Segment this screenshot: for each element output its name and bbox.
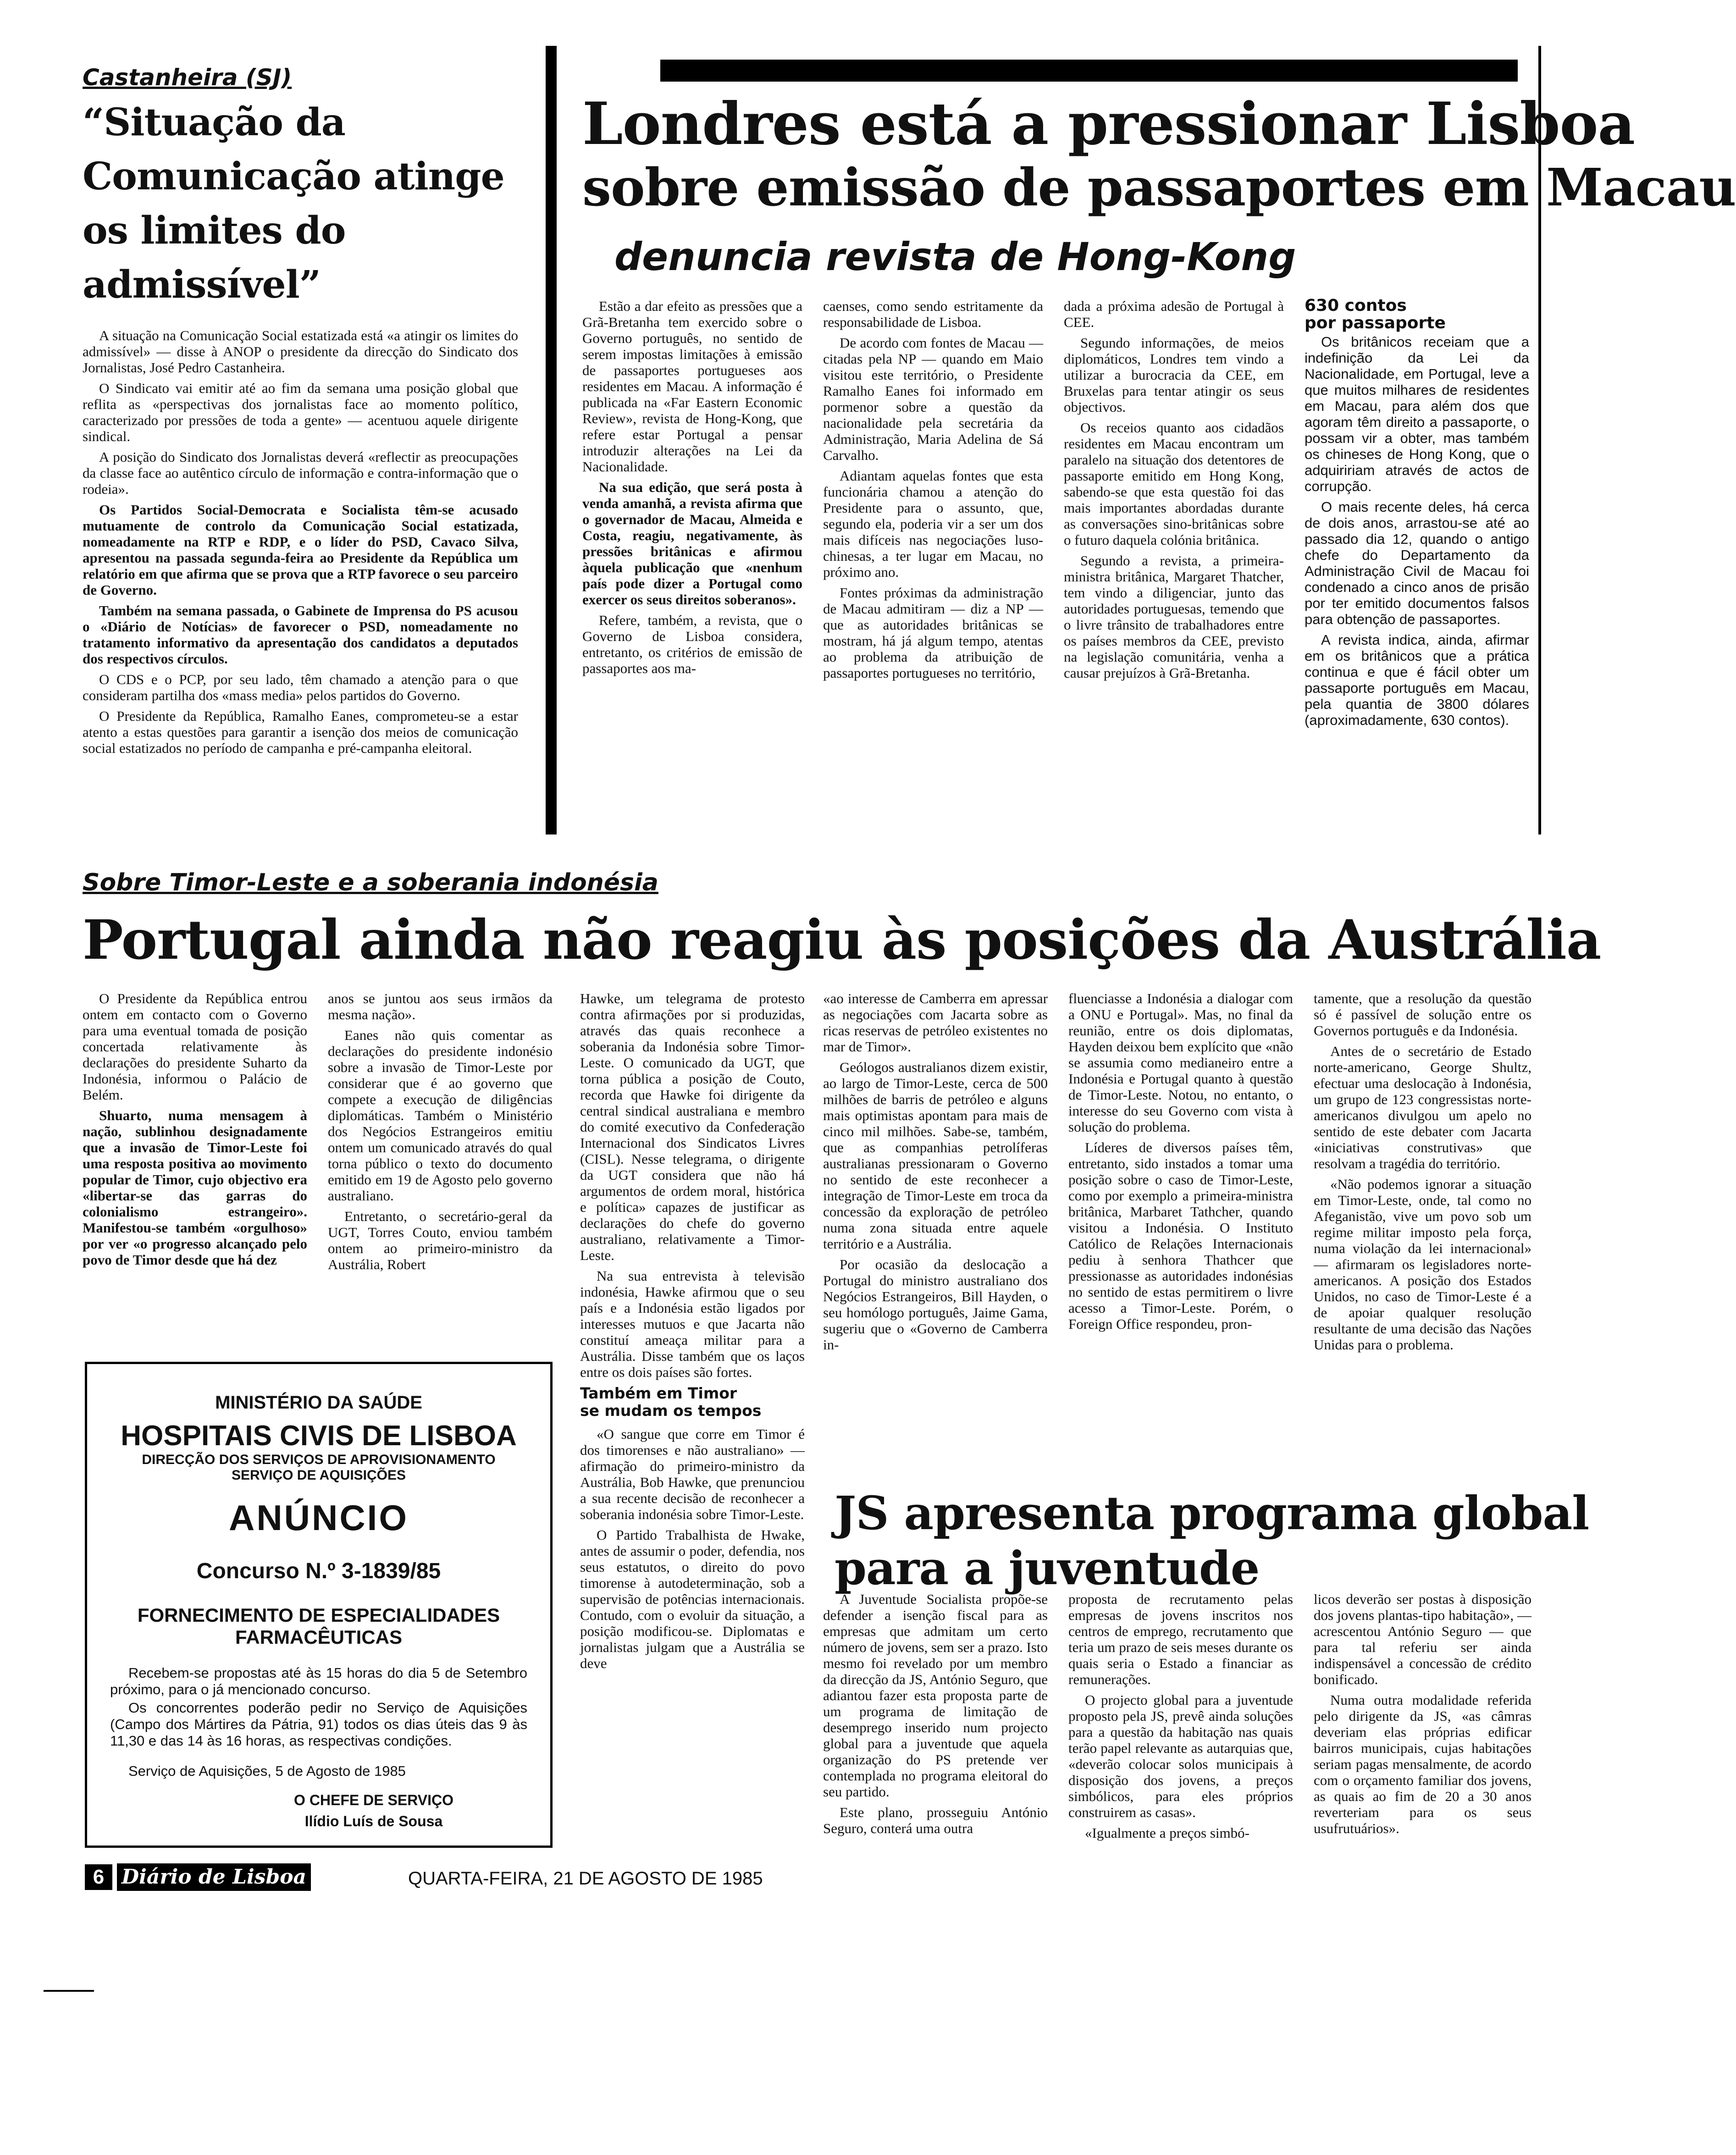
londres-col-1: [582, 298, 802, 681]
paragraph: Na sua entrevista à televisão indonésia, Hawke afirmou que o seu país e a Indonésia estão ligados por interesses mutuos e que Jacarta não constituí ameaça militar para a Austrália. Disse também que os laços entre os dois países são fortes.: [580, 1268, 805, 1380]
paragraph: Os receios quanto aos cidadãos residentes em Macau encontram um paralelo na situação dos detentores de passaporte emitido em Hong Kong, sabendo-se que esta questão foi das mais importantes abordadas durante as conversações sino-britânicas sobre o futuro daquela colónia britânica.: [1064, 420, 1284, 548]
paragraph: Também na semana passada, o Gabinete de Imprensa do PS acusou o «Diário de Notícias» de favorecer o PSD, nomeadamente no tratamento informativo da apresentação dos candidatos a deputados dos respectivos círculos.: [83, 602, 518, 667]
paragraph: Refere, também, a revista, que o Governo de Lisboa considera, entretanto, os critérios de emissão de passaportes aos ma-: [582, 612, 802, 676]
paragraph: Geólogos australianos dizem existir, ao largo de Timor-Leste, cerca de 500 milhões de barris de petróleo e alguns mais optimistas apontam para mais de cinco mil milhões. Sabe-se, também, que as companhias petrolíferas australianas pressionaram o Governo no sentido de este reconhecer a integração de Timor-Leste em troca da concessão da exploração de petróleo numa zona situada entre aquele território e a Austrália.: [823, 1059, 1048, 1252]
paragraph: A situação na Comunicação Social estatizada está «a atingir os limites do admissível» — disse à ANOP o presidente da direcção do Sindicato dos Jornalistas, José Pedro Castanheira.: [83, 327, 518, 376]
paragraph: «Igualmente a preços simbó-: [1085, 1825, 1249, 1841]
js-headline-1: JS apresenta programa global: [835, 1486, 1589, 1540]
paragraph: Líderes de diversos países têm, entretanto, sido instados a tomar uma posição sobre o caso de Timor-Leste, como por exemplo a primeira-ministra britânica, Marbaret Tathcher, quando visitou a Indonésia. O Instituto Católico de Relações Internacionais pediu à senhora Thathcer que pressionasse as autoridades indonésias no sentido de estas permitirem o livre acesso a Timor-Leste. Porém, o Foreign Office respondeu, pron-: [1068, 1139, 1293, 1332]
newspaper-name: Diário de Lisboa: [117, 1863, 311, 1891]
paragraph: O CDS e o PCP, por seu lado, têm chamado a atenção para o que consideram partilha dos «mass media» pelos partidos do Governo.: [83, 671, 518, 703]
paragraph: A Juventude Socialista propõe-se defender a isenção fiscal para as empresas que admitam um certo número de jovens, sem ser a prazo. Isto mesmo foi revelado por um membro da direcção da JS, António Seguro, que adiantou fazer esta proposta parte de um programa de limitação de desemprego inserido num projecto global para a juventude que aquela organização do PS pretende ver contemplada no programa eleitoral do seu partido.: [823, 1591, 1048, 1800]
ad-supply: FORNECIMENTO DE ESPECIALIDADES: [137, 1604, 500, 1626]
londres-headline-1: Londres está a pressionar Lisboa: [582, 90, 1635, 158]
ad-org: HOSPITAIS CIVIS DE LISBOA: [121, 1420, 517, 1452]
paragraph: O Sindicato vai emitir até ao fim da semana uma posição global que reflita as «perspectivas dos jornalistas face ao momento político, caracterizado por pressões de toda a gente» — acentuou aquele dirigente sindical.: [83, 380, 518, 444]
paragraph: O Partido Trabalhista de Hwake, antes de assumir o poder, defendia, nos seus estatutos, o direito do povo timorense à autodeterminação, sob a supervisão de potências internacionais. Contudo, com o evoluir da situação, a posição modificou-se. Diplomatas e jornalistas julgam que a Austrália se deve: [580, 1527, 805, 1671]
timor-col-6: [1314, 990, 1531, 1357]
paragraph: De acordo com fontes de Macau —citadas pela NP — quando em Maio visitou este território, o Presidente Ramalho Eanes foi informado em pormenor sobre a questão da nacionalidade pela secretária da Administração, Maria Adelina de Sá Carvalho.: [823, 335, 1043, 463]
timor-headline: Portugal ainda não reagiu às posições da Austrália: [83, 908, 1601, 972]
paragraph: dada a próxima adesão de Portugal à CEE.: [1064, 298, 1284, 330]
ad-signer-name: Ilídio Luís de Sousa: [304, 1813, 443, 1829]
paragraph: Entretanto, o secretário-geral da UGT, Torres Couto, enviou também ontem ao primeiro-ministro da Austrália, Robert: [328, 1208, 553, 1272]
paragraph: proposta de recrutamento pelas empresas de jovens inscritos nos centros de emprego, recrutamento que teria um prazo de seis meses durante os quais seria o Estado a financiar as remunerações.: [1068, 1591, 1293, 1687]
js-col-1: [823, 1591, 1048, 1841]
paragraph: A revista indica, ainda, afirmar em os britânicos que a prática continua e que é fácil obter um passaporte português em Macau, pela quantia de 3800 dólares (aproximadamente, 630 contos).: [1305, 632, 1529, 728]
paragraph: O projecto global para a juventude proposto pela JS, prevê ainda soluções para a questão da habitação nas quais terão papel relevante as autarquias que, «deverão colocar solos municipais à disposição dos jovens, a preços simbólicos, para eles próprios construirem as casas».: [1068, 1692, 1293, 1820]
paragraph: Segundo a revista, a primeira-ministra britânica, Margaret Thatcher, tem vindo a diligenciar, junto das autoridades portuguesas, temendo que o livre trânsito de trabalhadores entre os países membros da CEE, previsto na legislação comunitária, venha a causar prejuízos à Grã-Bretanha.: [1064, 553, 1284, 681]
paragraph: anos se juntou aos seus irmãos da mesma nação».: [328, 990, 553, 1022]
paragraph: Na sua edição, que será posta à venda amanhã, a revista afirma que o governador de Macau, Almeida e Costa, reagiu, negativamente, às pressões britânicas e afirmou àquela publicação que «nenhum país pode dizer a Portugal como exercer os seus direitos soberanos».: [582, 479, 802, 608]
paragraph: O Presidente da República, Ramalho Eanes, comprometeu-se a estar atento a estas questões para garantir a isenção dos meios de comunicação social estatizados no período de campanha e pré-campanha eleitoral.: [83, 708, 518, 756]
paragraph: fluenciasse a Indonésia a dialogar com a ONU e Portugal». Mas, no final da reunião, entre os dois diplomatas, Hayden deixou bem explícito que «não se assumia como medianeiro entre a Indonésia e Portugal quanto à questão de Timor-Leste. Notou, no entanto, o interesse do seu Governo com vista à solução do problema.: [1068, 990, 1293, 1135]
paragraph: Fontes próximas da administração de Macau admitiram — diz a NP — que as autoridades britânicas se mostram, há já algum tempo, atentas ao problema da atribuição de passaportes portugueses no território,: [823, 585, 1043, 681]
castanheira-article: [83, 64, 541, 761]
paragraph: Antes de o secretário de Estado norte-americano, George Shultz, efectuar uma deslocação à Indonésia, um grupo de 123 congressistas norte-americanos divulgou um apelo no sentido de este debater com Jacarta «iniciativas construtivas» que resolvam a tragédia do território.: [1314, 1043, 1531, 1171]
paragraph: Os Partidos Social-Democrata e Socialista têm-se acusado mutuamente de controlo da Comunicação Social estatizada, nomeadamente na RTP e RDP, e o líder do PSD, Cavaco Silva, apresentou na passada segunda-feira ao Presidente da República um relatório em que afirma que se prova que a RTP favorece o seu parceiro de Governo.: [83, 502, 518, 598]
js-headline-2: para a juventude: [835, 1541, 1260, 1595]
timor-col-2: [328, 990, 553, 1277]
paragraph: Hawke, um telegrama de protesto contra afirmações por si produzidas, através das quais reconhece a soberania da Indonésia sobre Timor-Leste. O comunicado da UGT, que torna pública a posição de Couto, recorda que Hawke foi dirigente da central sindical australiana e membro do comité executivo da Confederação Internacional dos Sindicatos Livres (CISL). Nesse telegrama, o dirigente da UGT considera que não há argumentos de ordem moral, histórica e política» capazes de justificar as declarações do chefe do governo australiano, relativamente a Timor-Leste.: [580, 990, 805, 1263]
paragraph: Segundo informações, de meios diplomáticos, Londres tem vindo a utilizar a burocracia da CEE, em Bruxelas para tentar atingir os seus objectivos.: [1064, 335, 1284, 415]
paragraph: Por ocasião da deslocação a Portugal do ministro australiano dos Negócios Estrangeiros, Bill Hayden, o seu homólogo português, Jaime Gama, sugeriu que o «Governo de Camberra in-: [823, 1256, 1048, 1353]
vertical-rule: [546, 46, 557, 834]
londres-col-3: [1064, 298, 1284, 685]
castanheira-body: [83, 327, 518, 756]
paragraph: Estão a dar efeito as pressões que a Grã-Bretanha tem exercido sobre o Governo português, no sentido de serem impostas limitações à emissão de passaportes portugueses aos residentes em Macau. A informação é publicada na «Far Eastern Economic Review», revista de Hong-Kong, que refere estar Portugal a pensar introduzir alterações na Lei da Nacionalidade.: [582, 298, 802, 475]
paragraph: Adiantam aquelas fontes que esta funcionária chamou a atenção do Presidente para o assunto, que, segundo ela, poderia vir a ser um dos mais difíceis nas negociações luso-chinesas, a ter lugar em Macau, no próximo ano.: [823, 468, 1043, 580]
ad-date: Serviço de Aquisições, 5 de Agosto de 1985: [128, 1763, 406, 1779]
londres-col-2: [823, 298, 1043, 685]
timor-col-3: [580, 990, 805, 1676]
ad-dept: SERVIÇO DE AQUISIÇÕES: [231, 1468, 406, 1483]
ad-signer-title: O CHEFE DE SERVIÇO: [294, 1792, 453, 1808]
paragraph: Numa outra modalidade referida pelo dirigente da JS, «as câmras deveriam elas próprias edificar bairros municipais, cujas habitações seriam pagas mensalmente, de acordo com o orçamento familiar dos jovens, as quais ao fim de 20 a 30 anos reverteriam para os seus usufrutuários».: [1314, 1692, 1531, 1836]
js-col-3: [1314, 1591, 1531, 1841]
castanheira-headline: “Situação da Comunicação atinge os limites do admissível”: [83, 100, 504, 307]
col4-subhead: 630 contos: [1305, 296, 1407, 315]
paragraph: Shuarto, numa mensagem à nação, sublinhou designadamente que a invasão de Timor-Leste foi uma resposta positiva ao movimento popular de Timor, cujo objectivo era «libertar-se das garras do colonialismo estrangeiro». Manifestou-se também «orgulhoso» por ver «o progresso alcançado pelo povo de Timor desde que há dez: [83, 1107, 307, 1268]
castanheira-kicker: Castanheira (SJ): [83, 64, 292, 91]
timor-col-4: [823, 990, 1048, 1357]
ad-contest: Concurso N.º 3-1839/85: [196, 1559, 441, 1583]
paragraph: «O sangue que corre em Timor é dos timorenses e não australiano» — afirmação do primeiro-ministro da Austrália, Bob Hawke, que prenunciou a sua recente decisão de reconhecer a soberania indonésia sobre Timor-Leste.: [580, 1426, 805, 1522]
ad-text: Os concorrentes poderão pedir no Serviço de Aquisições (Campo dos Mártires da Pátria, 91) todos os dias úteis das 9 às 11,30 e das 14 às 16 horas, as respectivas condições.: [110, 1700, 527, 1749]
ad-text: Recebem-se propostas até às 15 horas do dia 5 de Setembro próximo, para o já mencionado concurso.: [110, 1665, 527, 1697]
londres-col-4: [1305, 297, 1529, 733]
timor-subhead: se mudam os tempos: [580, 1402, 762, 1420]
hospital-advertisement: [85, 1362, 553, 1848]
footer-rule: [44, 1990, 94, 1992]
paragraph: Este plano, prosseguiu António Seguro, conterá uma outra: [823, 1804, 1048, 1836]
paragraph: tamente, que a resolução da questão só é passível de solução entre os Governos português e da Indonésia.: [1314, 990, 1531, 1039]
paragraph: licos deverão ser postas à disposição dos jovens plantas-tipo habitação», — acrescentou António Seguro — que para tal referiu ser ainda indispensável a concessão de crédito bonificado.: [1314, 1591, 1531, 1687]
timor-subhead: Também em Timor: [580, 1384, 737, 1402]
col4-subhead: por passaporte: [1305, 314, 1446, 332]
ad-supply: FARMACÊUTICAS: [235, 1626, 402, 1648]
ad-ministry: MINISTÉRIO DA SAÚDE: [215, 1392, 422, 1413]
issue-date: QUARTA-FEIRA, 21 DE AGOSTO DE 1985: [408, 1868, 763, 1889]
timor-col-1: [83, 990, 307, 1272]
timor-kicker: Sobre Timor-Leste e a soberania indonésia: [83, 869, 658, 896]
paragraph: A posição do Sindicato dos Jornalistas deverá «reflectir as preocupações da classe face ao autêntico círculo de informação e contra-informação que o rodeia».: [83, 449, 518, 497]
paragraph: O Presidente da República entrou ontem em contacto com o Governo para uma eventual tomada de posição concertada relativamente às declarações do presidente Suharto da Indonésia, informou o Palácio de Belém.: [83, 990, 307, 1103]
paragraph: «Não podemos ignorar a situação em Timor-Leste, onde, tal como no Afeganistão, vive um povo sob um regime militar imposto pela força, numa violação da lei internacional» — afirmaram os legisladores norte-americanos. A posição dos Estados Unidos, no caso de Timor-Leste é a de apoiar qualquer resolução resultante de uma decisão das Nações Unidas para o problema.: [1314, 1176, 1531, 1353]
paragraph: caenses, como sendo estritamente da responsabilidade de Lisboa.: [823, 298, 1043, 330]
londres-headline-2: sobre emissão de passaportes em Macau: [582, 158, 1736, 218]
timor-col-5: [1068, 990, 1293, 1337]
paragraph: «ao interesse de Camberra em apressar as negociações com Jacarta sobre as ricas reservas de petróleo existentes no mar de Timor».: [823, 990, 1048, 1055]
page-number: 6: [85, 1864, 112, 1890]
ad-title: ANÚNCIO: [229, 1497, 409, 1538]
js-col-2: [1068, 1591, 1293, 1846]
paragraph: Os britânicos receiam que a indefinição da Lei da Nacionalidade, em Portugal, leve a que muitos milhares de residentes em Macau, para além dos que agoram têm direito a passaporte, o possam vir a obter, mas também os chineses de Hong Kong, que o adquiririam através de actos de corrupção.: [1305, 334, 1529, 494]
paragraph: O mais recente deles, há cerca de dois anos, arrastou-se até ao passado dia 12, quando o antigo chefe do Departamento da Administração Civil de Macau foi condenado a cinco anos de prisão por ter emitido documentos falsos para obtenção de passaportes.: [1305, 499, 1529, 627]
ad-dept: DIRECÇÃO DOS SERVIÇOS DE APROVISIONAMENTO: [142, 1452, 496, 1467]
header-bar: [660, 60, 1518, 82]
londres-subhead: denuncia revista de Hong-Kong: [614, 234, 1296, 279]
paragraph: Eanes não quis comentar as declarações do presidente indonésio sobre a invasão de Timor-Leste por considerar que é ao governo que compete a execução de diligências diplomáticas. Também o Ministério dos Negócios Estrangeiros emitiu ontem um comunicado através do qual torna público o texto do documento emitido em 19 de Agosto pelo governo australiano.: [328, 1027, 553, 1204]
